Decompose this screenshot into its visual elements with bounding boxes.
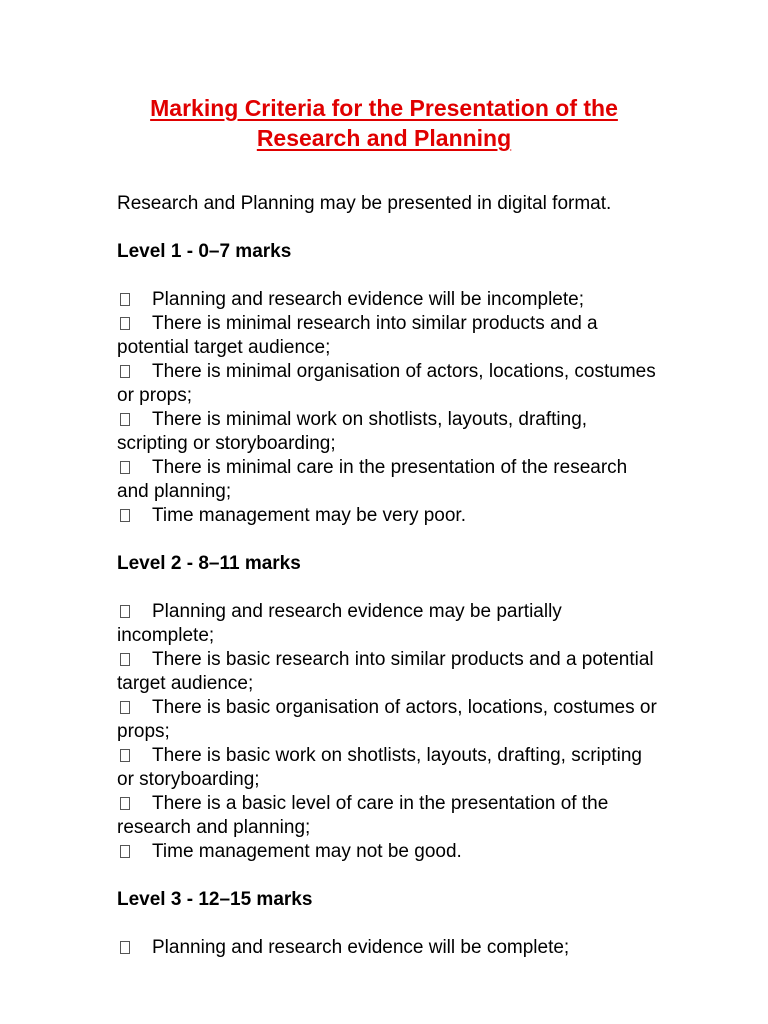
missing-glyph-box-icon <box>120 749 130 762</box>
title-line-1: Marking Criteria for the Presentation of the <box>150 95 618 121</box>
missing-glyph-box-icon <box>120 845 130 858</box>
criterion-text: There is basic research into similar products and a potential target audience; <box>117 649 654 694</box>
criterion-text: Time management may not be good. <box>152 841 462 862</box>
missing-glyph-box-icon <box>120 365 130 378</box>
missing-glyph-box-icon <box>120 461 130 474</box>
list-item <box>117 792 662 840</box>
missing-glyph-box-icon <box>120 653 130 666</box>
list-item <box>117 696 662 744</box>
missing-glyph-box-icon <box>120 293 130 306</box>
criterion-text: Planning and research evidence will be incomplete; <box>152 289 584 310</box>
level-1-heading: Level 1 - 0–7 marks <box>117 241 292 262</box>
criterion-text: There is minimal organisation of actors, locations, costumes or props; <box>117 361 656 406</box>
list-item <box>117 840 662 864</box>
document-body <box>117 192 662 984</box>
list-item <box>117 408 662 456</box>
missing-glyph-box-icon <box>120 509 130 522</box>
missing-glyph-box-icon <box>120 941 130 954</box>
list-item <box>117 504 662 528</box>
level-2-criteria-list <box>117 600 662 864</box>
level-3-heading: Level 3 - 12–15 marks <box>117 889 313 910</box>
criterion-text: There is minimal work on shotlists, layouts, drafting, scripting or storyboarding; <box>117 409 588 454</box>
criterion-text: Time management may be very poor. <box>152 505 466 526</box>
criterion-text: Planning and research evidence may be partially incomplete; <box>117 601 562 646</box>
level-2-heading: Level 2 - 8–11 marks <box>117 553 301 574</box>
missing-glyph-box-icon <box>120 413 130 426</box>
list-item <box>117 648 662 696</box>
intro-paragraph: Research and Planning may be presented in digital format. <box>117 193 612 214</box>
title-line-2: Research and Planning <box>256 125 512 151</box>
criterion-text: There is a basic level of care in the presentation of the research and planning; <box>117 793 609 838</box>
list-item <box>117 936 662 960</box>
list-item <box>117 600 662 648</box>
level-3-criteria-list <box>117 936 662 960</box>
list-item <box>117 744 662 792</box>
list-item <box>117 288 662 312</box>
missing-glyph-box-icon <box>120 797 130 810</box>
list-item <box>117 360 662 408</box>
criterion-text: There is basic work on shotlists, layouts, drafting, scripting or storyboarding; <box>117 745 642 790</box>
criterion-text: Planning and research evidence will be complete; <box>152 937 570 958</box>
document-title <box>0 93 768 153</box>
criterion-text: There is minimal care in the presentation of the research and planning; <box>117 457 628 502</box>
missing-glyph-box-icon <box>120 701 130 714</box>
criterion-text: There is minimal research into similar products and a potential target audience; <box>117 313 598 358</box>
level-1-criteria-list <box>117 288 662 528</box>
list-item <box>117 312 662 360</box>
missing-glyph-box-icon <box>120 317 130 330</box>
criterion-text: There is basic organisation of actors, locations, costumes or props; <box>117 697 657 742</box>
list-item <box>117 456 662 504</box>
missing-glyph-box-icon <box>120 605 130 618</box>
